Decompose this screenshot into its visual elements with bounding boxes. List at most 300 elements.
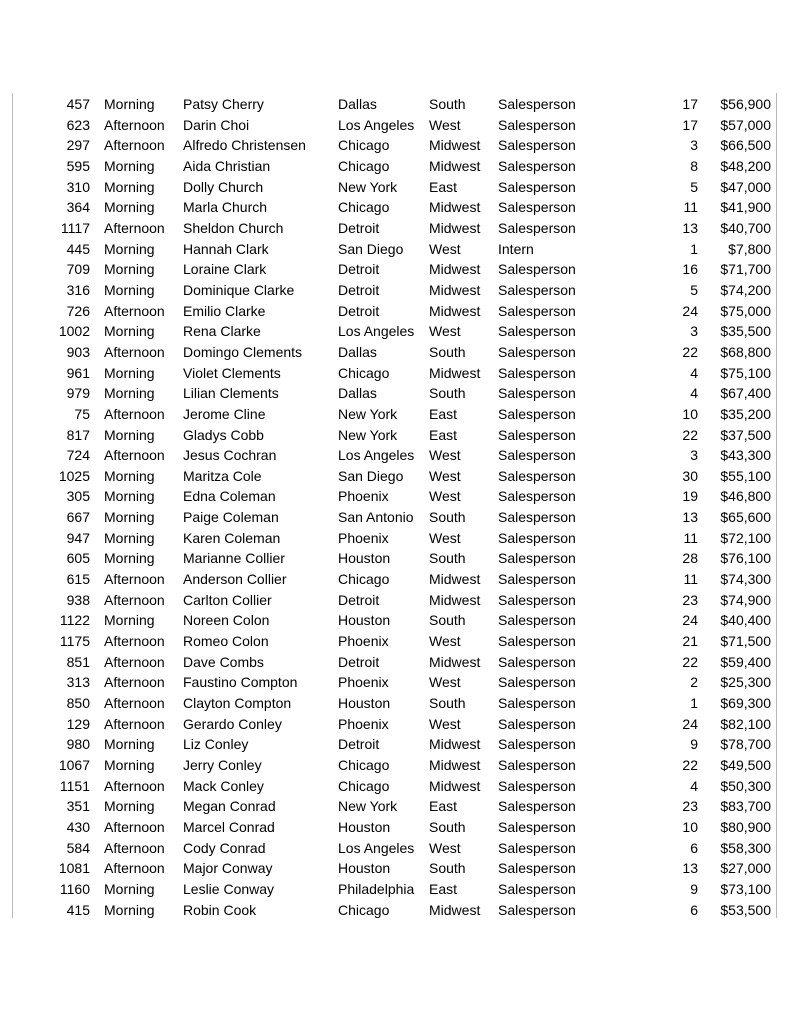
record-id: 1025 — [58, 467, 90, 484]
record-name: Major Conway — [183, 860, 273, 877]
record-salary: $46,800 — [720, 488, 771, 505]
record-role: Salesperson — [498, 757, 576, 773]
record-region: Midwest — [429, 591, 481, 608]
record-shift: Morning — [104, 880, 155, 897]
record-shift: Afternoon — [104, 343, 165, 360]
table-row — [0, 755, 791, 776]
table-row — [0, 280, 791, 301]
record-name: Liz Conley — [183, 736, 249, 753]
table-row — [0, 404, 791, 425]
record-name: Karen Coleman — [183, 529, 281, 546]
record-region: East — [429, 426, 458, 443]
record-id: 584 — [66, 839, 90, 856]
record-name: Patsy Cherry — [183, 96, 264, 112]
record-region: Midwest — [429, 199, 481, 216]
record-name: Anderson Collier — [183, 571, 287, 588]
record-role: Salesperson — [498, 343, 576, 360]
record-years: 4 — [690, 385, 698, 402]
record-shift: Morning — [104, 529, 155, 546]
record-name: Violet Clements — [183, 364, 281, 381]
record-salary: $68,800 — [720, 343, 771, 360]
record-id: 297 — [66, 137, 90, 154]
record-shift: Morning — [104, 798, 155, 815]
record-years: 9 — [690, 736, 698, 753]
record-role: Salesperson — [498, 633, 576, 650]
record-id: 1160 — [59, 880, 90, 897]
record-years: 21 — [682, 633, 698, 650]
record-shift: Morning — [104, 612, 155, 629]
record-id: 1081 — [58, 860, 90, 877]
record-name: Darin Choi — [183, 116, 250, 133]
record-shift: Morning — [104, 550, 155, 567]
table-row — [0, 817, 791, 838]
record-years: 22 — [682, 426, 698, 443]
record-id: 726 — [66, 302, 90, 319]
record-id: 364 — [66, 199, 90, 216]
table-row — [0, 796, 791, 817]
record-years: 9 — [690, 880, 698, 897]
record-name: Noreen Colon — [183, 612, 270, 629]
record-shift: Afternoon — [104, 674, 165, 691]
record-years: 13 — [682, 509, 698, 526]
table-row — [0, 425, 791, 446]
table-row — [0, 363, 791, 384]
record-salary: $75,100 — [720, 364, 771, 381]
table-row — [0, 672, 791, 693]
record-id: 979 — [66, 385, 90, 402]
record-id: 850 — [66, 695, 90, 712]
record-salary: $40,400 — [720, 612, 771, 629]
record-shift: Afternoon — [104, 695, 165, 712]
table-row — [0, 507, 791, 528]
record-role: Salesperson — [498, 715, 576, 732]
record-id: 615 — [66, 571, 90, 588]
record-id: 938 — [66, 591, 90, 608]
record-city: Chicago — [338, 777, 390, 794]
record-role: Salesperson — [498, 488, 576, 505]
table-row — [0, 528, 791, 549]
record-name: Megan Conrad — [183, 798, 276, 815]
table-row — [0, 486, 791, 507]
record-name: Marianne Collier — [183, 550, 285, 567]
record-role: Salesperson — [498, 529, 576, 546]
record-role: Salesperson — [498, 199, 576, 216]
table-row — [0, 776, 791, 797]
record-salary: $50,300 — [720, 777, 771, 794]
record-years: 2 — [690, 674, 698, 691]
record-city: Houston — [338, 550, 391, 567]
record-salary: $47,000 — [720, 178, 771, 195]
record-region: West — [429, 467, 461, 484]
record-salary: $74,300 — [720, 571, 771, 588]
record-years: 10 — [682, 405, 698, 422]
record-region: Midwest — [429, 302, 481, 319]
table-row — [0, 548, 791, 569]
record-region: Midwest — [429, 571, 481, 588]
record-name: Carlton Collier — [183, 591, 272, 608]
record-shift: Afternoon — [104, 116, 165, 133]
record-region: Midwest — [429, 157, 481, 174]
table-row — [0, 652, 791, 673]
record-name: Romeo Colon — [183, 633, 269, 650]
record-years: 1 — [690, 695, 698, 712]
record-shift: Morning — [104, 488, 155, 505]
record-city: Phoenix — [338, 715, 389, 732]
record-id: 75 — [74, 405, 90, 422]
record-city: Chicago — [338, 137, 390, 154]
record-city: Chicago — [338, 571, 390, 588]
record-city: Phoenix — [338, 633, 389, 650]
record-role: Salesperson — [498, 447, 576, 464]
record-years: 3 — [690, 323, 698, 340]
record-salary: $72,100 — [720, 529, 771, 546]
record-city: Detroit — [338, 591, 380, 608]
record-salary: $40,700 — [720, 219, 771, 236]
record-city: Detroit — [338, 302, 380, 319]
table-row — [0, 383, 791, 404]
record-region: East — [429, 178, 458, 195]
table-row — [0, 858, 791, 879]
record-role: Salesperson — [498, 364, 576, 381]
record-name: Marla Church — [183, 199, 268, 216]
record-id: 903 — [66, 343, 90, 360]
record-role: Salesperson — [498, 571, 576, 588]
record-name: Sheldon Church — [183, 219, 284, 236]
record-years: 6 — [690, 839, 698, 856]
record-region: West — [429, 529, 461, 546]
record-salary: $7,800 — [728, 240, 771, 257]
record-region: East — [429, 405, 458, 422]
record-region: Midwest — [429, 364, 481, 381]
record-salary: $25,300 — [720, 674, 771, 691]
record-salary: $71,500 — [720, 633, 771, 650]
record-city: Detroit — [338, 653, 380, 670]
record-city: Houston — [338, 860, 391, 877]
record-shift: Afternoon — [104, 839, 165, 856]
record-salary: $58,300 — [720, 839, 771, 856]
record-shift: Morning — [104, 467, 155, 484]
record-city: Dallas — [338, 96, 377, 112]
record-region: South — [429, 818, 466, 835]
record-salary: $65,600 — [720, 509, 771, 526]
record-region: South — [429, 695, 466, 712]
record-years: 22 — [682, 343, 698, 360]
record-region: West — [429, 674, 461, 691]
record-city: Phoenix — [338, 529, 389, 546]
table-row — [0, 156, 791, 177]
table-row — [0, 569, 791, 590]
record-region: West — [429, 488, 461, 505]
record-city: Los Angeles — [338, 323, 415, 340]
record-role: Salesperson — [498, 467, 576, 484]
record-shift: Morning — [104, 509, 155, 526]
record-region: West — [429, 323, 461, 340]
record-shift: Morning — [104, 364, 155, 381]
record-role: Salesperson — [498, 591, 576, 608]
record-years: 16 — [682, 261, 698, 278]
record-name: Dolly Church — [183, 178, 264, 195]
record-name: Lilian Clements — [183, 385, 279, 402]
record-years: 23 — [682, 798, 698, 815]
record-city: New York — [338, 798, 398, 815]
record-role: Salesperson — [498, 550, 576, 567]
record-region: South — [429, 96, 466, 112]
record-shift: Afternoon — [104, 591, 165, 608]
record-salary: $48,200 — [720, 157, 771, 174]
record-role: Salesperson — [498, 695, 576, 712]
record-city: Phoenix — [338, 674, 389, 691]
record-role: Salesperson — [498, 137, 576, 154]
record-name: Jerry Conley — [183, 757, 262, 773]
table-row — [0, 218, 791, 239]
record-region: West — [429, 116, 461, 133]
record-shift: Morning — [104, 96, 155, 112]
record-id: 313 — [66, 674, 90, 691]
record-city: Los Angeles — [338, 839, 415, 856]
record-id: 623 — [66, 116, 90, 133]
record-shift: Morning — [104, 736, 155, 753]
record-salary: $74,200 — [720, 281, 771, 298]
record-id: 1122 — [59, 612, 90, 629]
record-shift: Morning — [104, 199, 155, 216]
record-role: Salesperson — [498, 818, 576, 835]
record-city: Detroit — [338, 736, 380, 753]
record-role: Salesperson — [498, 612, 576, 629]
record-city: Chicago — [338, 757, 390, 773]
record-years: 8 — [690, 157, 698, 174]
record-role: Salesperson — [498, 674, 576, 691]
record-role: Salesperson — [498, 880, 576, 897]
record-region: Midwest — [429, 736, 481, 753]
record-region: South — [429, 860, 466, 877]
table-row — [0, 239, 791, 260]
record-name: Robin Cook — [183, 901, 257, 918]
record-role: Salesperson — [498, 385, 576, 402]
record-id: 947 — [66, 529, 90, 546]
table-row — [0, 115, 791, 136]
record-id: 1175 — [59, 633, 90, 650]
record-id: 724 — [66, 447, 90, 464]
record-years: 11 — [683, 571, 698, 588]
record-role: Salesperson — [498, 157, 576, 174]
record-shift: Morning — [104, 385, 155, 402]
record-years: 11 — [683, 529, 698, 546]
record-years: 17 — [682, 96, 698, 112]
record-city: Houston — [338, 818, 391, 835]
record-id: 415 — [66, 901, 90, 918]
record-salary: $66,500 — [720, 137, 771, 154]
record-id: 1002 — [58, 323, 90, 340]
record-salary: $35,500 — [720, 323, 771, 340]
record-name: Paige Coleman — [183, 509, 279, 526]
record-id: 817 — [66, 426, 90, 443]
record-shift: Morning — [104, 157, 155, 174]
record-shift: Afternoon — [104, 818, 165, 835]
record-name: Edna Coleman — [183, 488, 276, 505]
record-id: 709 — [66, 261, 90, 278]
record-salary: $78,700 — [720, 736, 771, 753]
record-salary: $76,100 — [720, 550, 771, 567]
record-name: Marcel Conrad — [183, 818, 275, 835]
record-years: 19 — [682, 488, 698, 505]
record-city: New York — [338, 178, 398, 195]
record-shift: Morning — [104, 261, 155, 278]
record-region: Midwest — [429, 901, 481, 918]
record-id: 316 — [66, 281, 90, 298]
table-row — [0, 900, 791, 921]
table-row — [0, 197, 791, 218]
record-name: Gladys Cobb — [183, 426, 264, 443]
record-city: Detroit — [338, 219, 380, 236]
table-row — [0, 879, 791, 900]
record-name: Emilio Clarke — [183, 302, 266, 319]
record-years: 13 — [682, 860, 698, 877]
record-shift: Morning — [104, 426, 155, 443]
record-salary: $49,500 — [720, 757, 771, 773]
record-years: 4 — [690, 777, 698, 794]
record-id: 667 — [66, 509, 90, 526]
record-name: Maritza Cole — [183, 467, 262, 484]
record-city: San Diego — [338, 467, 404, 484]
record-salary: $56,900 — [720, 96, 771, 112]
record-id: 605 — [66, 550, 90, 567]
record-region: South — [429, 550, 466, 567]
record-years: 23 — [682, 591, 698, 608]
record-role: Salesperson — [498, 653, 576, 670]
record-region: West — [429, 240, 461, 257]
table-row — [0, 631, 791, 652]
table-row — [0, 301, 791, 322]
record-years: 24 — [682, 612, 698, 629]
record-salary: $69,300 — [720, 695, 771, 712]
record-region: Midwest — [429, 281, 481, 298]
record-years: 10 — [682, 818, 698, 835]
record-city: Dallas — [338, 343, 377, 360]
record-role: Salesperson — [498, 839, 576, 856]
record-shift: Morning — [104, 178, 155, 195]
record-name: Hannah Clark — [183, 240, 269, 257]
record-salary: $57,000 — [720, 116, 771, 133]
record-salary: $73,100 — [720, 880, 771, 897]
record-id: 851 — [66, 653, 90, 670]
record-region: West — [429, 447, 461, 464]
table-row — [0, 342, 791, 363]
record-region: East — [429, 880, 458, 897]
record-salary: $43,300 — [720, 447, 771, 464]
table-row — [0, 590, 791, 611]
record-years: 3 — [690, 137, 698, 154]
record-role: Salesperson — [498, 405, 576, 422]
record-name: Gerardo Conley — [183, 715, 282, 732]
record-salary: $59,400 — [720, 653, 771, 670]
record-name: Jerome Cline — [183, 405, 266, 422]
record-region: East — [429, 798, 458, 815]
record-years: 3 — [690, 447, 698, 464]
table-row — [0, 714, 791, 735]
record-id: 445 — [66, 240, 90, 257]
record-region: West — [429, 633, 461, 650]
record-city: Chicago — [338, 199, 390, 216]
record-city: Philadelphia — [338, 880, 415, 897]
record-years: 28 — [682, 550, 698, 567]
record-years: 17 — [682, 116, 698, 133]
record-id: 961 — [66, 364, 90, 381]
record-name: Leslie Conway — [183, 880, 275, 897]
record-years: 22 — [682, 757, 698, 773]
record-shift: Afternoon — [104, 302, 165, 319]
record-city: Dallas — [338, 385, 377, 402]
record-role: Salesperson — [498, 777, 576, 794]
record-years: 1 — [690, 240, 698, 257]
record-id: 305 — [66, 488, 90, 505]
record-years: 6 — [690, 901, 698, 918]
record-salary: $71,700 — [720, 261, 771, 278]
record-region: South — [429, 343, 466, 360]
record-role: Salesperson — [498, 116, 576, 133]
record-city: Houston — [338, 695, 391, 712]
table-row — [0, 94, 791, 115]
table-row — [0, 177, 791, 198]
record-years: 11 — [683, 199, 698, 216]
record-region: Midwest — [429, 137, 481, 154]
record-role: Salesperson — [498, 323, 576, 340]
record-shift: Morning — [104, 240, 155, 257]
records-table — [0, 94, 791, 920]
record-region: West — [429, 839, 461, 856]
record-id: 1067 — [58, 757, 90, 773]
record-shift: Afternoon — [104, 447, 165, 464]
record-role: Salesperson — [498, 798, 576, 815]
table-row — [0, 466, 791, 487]
record-shift: Morning — [104, 901, 155, 918]
record-salary: $53,500 — [720, 901, 771, 918]
record-name: Domingo Clements — [183, 343, 303, 360]
record-region: Midwest — [429, 757, 481, 773]
record-region: South — [429, 612, 466, 629]
record-city: Chicago — [338, 157, 390, 174]
record-id: 1151 — [59, 777, 90, 794]
record-region: West — [429, 715, 461, 732]
record-salary: $82,100 — [720, 715, 771, 732]
record-shift: Afternoon — [104, 137, 165, 154]
record-role: Salesperson — [498, 860, 576, 877]
record-city: Phoenix — [338, 488, 389, 505]
table-row — [0, 734, 791, 755]
record-region: South — [429, 385, 466, 402]
record-shift: Afternoon — [104, 571, 165, 588]
record-shift: Afternoon — [104, 219, 165, 236]
record-id: 310 — [66, 178, 90, 195]
record-id: 1117 — [60, 219, 90, 236]
record-name: Dave Combs — [183, 653, 264, 670]
record-salary: $27,000 — [720, 860, 771, 877]
record-salary: $41,900 — [720, 199, 771, 216]
record-name: Aida Christian — [183, 157, 271, 174]
record-city: San Antonio — [338, 509, 414, 526]
record-id: 351 — [66, 798, 90, 815]
record-shift: Afternoon — [104, 653, 165, 670]
record-role: Salesperson — [498, 736, 576, 753]
record-shift: Morning — [104, 281, 155, 298]
record-id: 595 — [66, 157, 90, 174]
record-name: Rena Clarke — [183, 323, 261, 340]
record-years: 24 — [682, 715, 698, 732]
record-name: Dominique Clarke — [183, 281, 295, 298]
record-city: Detroit — [338, 281, 380, 298]
record-shift: Morning — [104, 323, 155, 340]
record-name: Cody Conrad — [183, 839, 266, 856]
record-name: Jesus Cochran — [183, 447, 277, 464]
